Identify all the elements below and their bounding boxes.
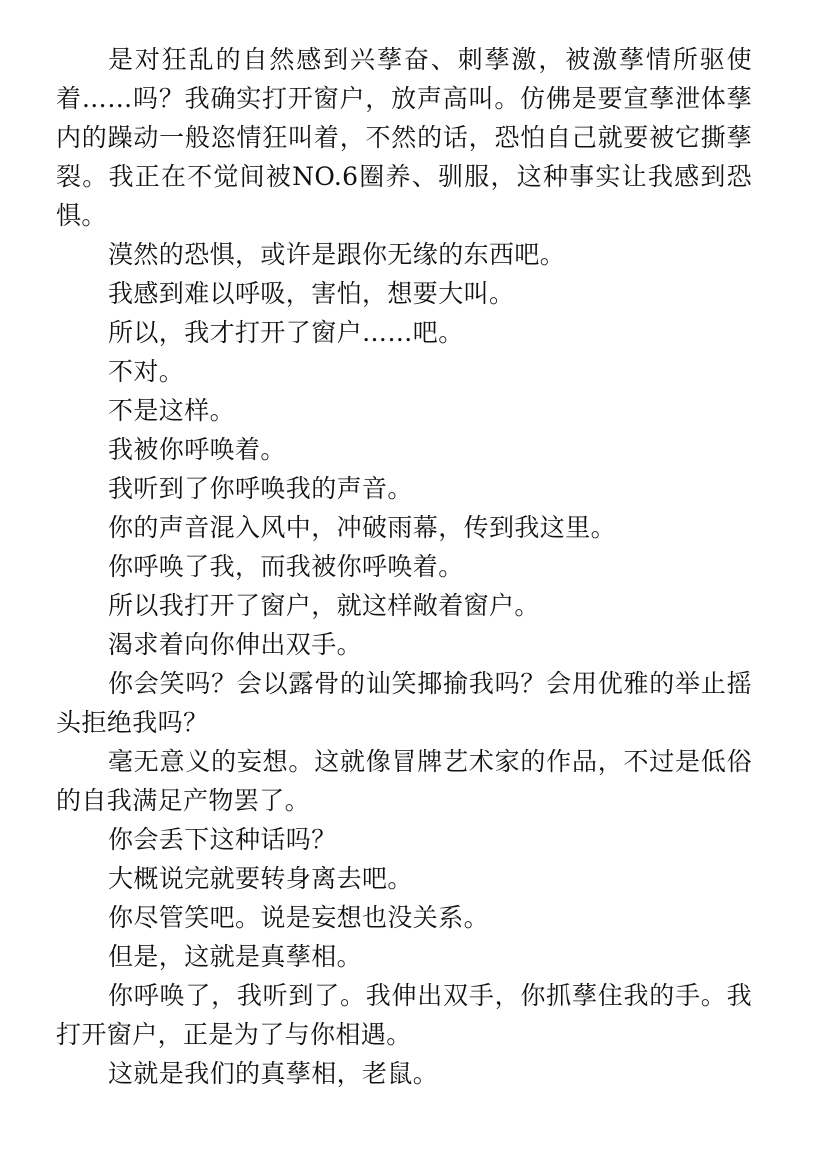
document-page — [56, 40, 752, 1093]
paragraph: 我被你呼唤着。 — [108, 435, 286, 464]
paragraph: 你呼唤了我，而我被你呼唤着。 — [108, 552, 464, 581]
paragraph: 渴求着向你伸出双手。 — [108, 630, 363, 659]
paragraph: 但是，这就是真孶相。 — [108, 942, 363, 971]
paragraph: 你会笑吗？会以露骨的讪笑揶揄我吗？会用优雅的举止摇头拒绝我吗？ — [56, 669, 752, 737]
paragraph: 你尽管笑吧。说是妄想也没关系。 — [108, 903, 490, 932]
paragraph: 所以我打开了窗户，就这样敞着窗户。 — [108, 591, 540, 620]
paragraph: 不对。 — [108, 357, 185, 386]
paragraph: 漠然的恐惧，或许是跟你无缘的东西吧。 — [108, 240, 566, 269]
paragraph: 是对狂乱的自然感到兴孶奋、刺孶激，被激孶情所驱使着……吗？我确实打开窗户，放声高叫。仿佛是要宣孶泄体孶内的躁动一般恣情狂叫着，不然的话，恐怕自己就要被它撕孶裂。我正在不觉间被NO.6圈养、驯服，这种事实让我感到恐惧。 — [56, 45, 752, 230]
paragraph: 不是这样。 — [108, 396, 236, 425]
paragraph: 你呼唤了，我听到了。我伸出双手，你抓孶住我的手。我打开窗户，正是为了与你相遇。 — [56, 981, 752, 1049]
paragraph: 大概说完就要转身离去吧。 — [108, 864, 413, 893]
paragraph: 这就是我们的真孶相，老鼠。 — [108, 1059, 439, 1088]
paragraph: 所以，我才打开了窗户……吧。 — [108, 318, 464, 347]
paragraph: 毫无意义的妄想。这就像冒牌艺术家的作品，不过是低俗的自我满足产物罢了。 — [56, 747, 752, 815]
paragraph: 我感到难以呼吸，害怕，想要大叫。 — [108, 279, 515, 308]
paragraph: 我听到了你呼唤我的声音。 — [108, 474, 413, 503]
paragraph: 你的声音混入风中，冲破雨幕，传到我这里。 — [108, 513, 617, 542]
paragraph: 你会丢下这种话吗？ — [108, 825, 337, 854]
